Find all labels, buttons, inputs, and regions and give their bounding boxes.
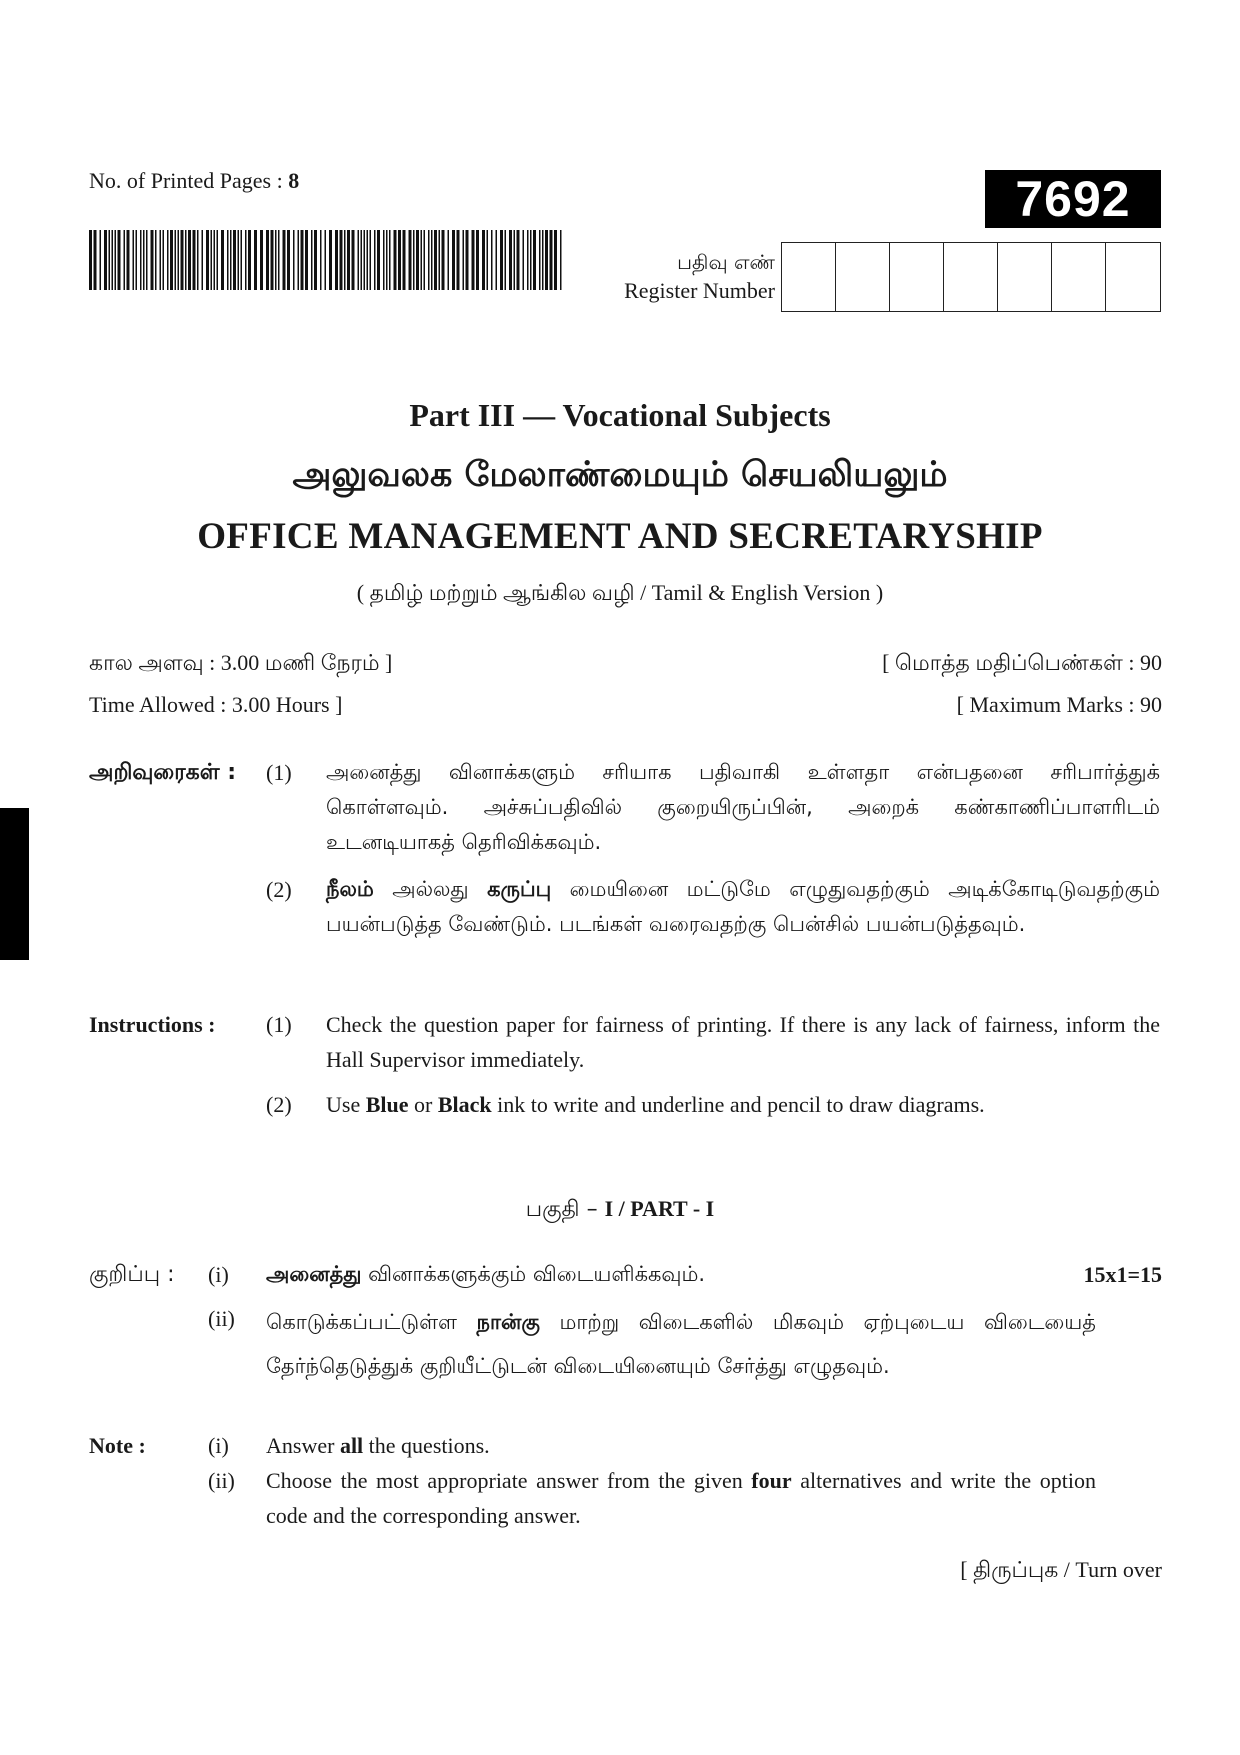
note-text-part: Choose the most appropriate answer from the given bbox=[266, 1468, 752, 1493]
instruction-english-1: Check the question paper for fairness of printing. If there is any lack of fairness, inform the Hall Supervisor immediately. bbox=[326, 1012, 1160, 1072]
note-text-part: alternatives and write the option code and the corresponding answer. bbox=[266, 1468, 1096, 1528]
instruction-english-2 bbox=[326, 1087, 1160, 1122]
instruction-text-part: அல்லது bbox=[373, 877, 488, 901]
subject-title-tamil: அலுவலக மேலாண்மையும் செயலியலும் bbox=[292, 455, 948, 495]
barcode-image bbox=[89, 230, 563, 290]
note-number: (ii) bbox=[208, 1468, 235, 1493]
note-text-part: Answer bbox=[266, 1433, 340, 1458]
register-digit-box[interactable] bbox=[836, 243, 890, 311]
register-label-english: Register Number bbox=[624, 278, 775, 303]
register-digit-box[interactable] bbox=[1052, 243, 1106, 311]
ink-black: Black bbox=[437, 1092, 492, 1117]
note-emphasis: all bbox=[339, 1433, 364, 1458]
part-title: Part III — Vocational Subjects bbox=[409, 397, 831, 433]
note-tamil-1 bbox=[266, 1257, 1026, 1292]
ink-blue-tamil: நீலம் bbox=[326, 877, 374, 901]
instruction-text-part: மையினை மட்டுமே எழுதுவதற்கும் அடிக்கோடிடுவதற்கும் பயன்படுத்த வேண்டும். படங்கள் வரைவதற்கு பென்சில் பயன்படுத்தவும். bbox=[326, 877, 1160, 936]
note-emphasis: four bbox=[751, 1468, 792, 1493]
note-number: (i) bbox=[208, 1433, 229, 1458]
printed-pages-label: No. of Printed Pages : bbox=[89, 168, 289, 193]
instruction-text-part: or bbox=[408, 1092, 438, 1117]
note-number: (ii) bbox=[208, 1306, 235, 1331]
instruction-number: (2) bbox=[266, 877, 292, 902]
part-heading-english: I / PART - I bbox=[604, 1196, 715, 1221]
paper-code: 7692 bbox=[985, 170, 1161, 228]
instruction-tamil-1: அனைத்து வினாக்களும் சரியாக பதிவாகி உள்ளதா என்பதனை சரிபார்த்துக் கொள்ளவும். அச்சுப்பதிவில் குறையிருப்பின், அறைக் கண்காணிப்பாளரிடம் உடனடியாகத் தெரிவிக்கவும். bbox=[326, 760, 1160, 854]
note-tamil-2 bbox=[266, 1300, 1096, 1388]
register-number-boxes[interactable] bbox=[781, 242, 1161, 312]
instruction-text-part: Use bbox=[326, 1092, 366, 1117]
note-number: (i) bbox=[208, 1262, 229, 1287]
note-label-english: Note : bbox=[89, 1433, 146, 1458]
note-english-2 bbox=[266, 1463, 1096, 1533]
part-heading bbox=[0, 1196, 1240, 1225]
marks-scheme: 15x1=15 bbox=[1083, 1262, 1162, 1287]
ink-blue: Blue bbox=[365, 1092, 409, 1117]
printed-pages-value: 8 bbox=[288, 168, 300, 193]
note-emphasis: நான்கு bbox=[476, 1310, 540, 1334]
note-text-part: கொடுக்கப்பட்டுள்ள bbox=[266, 1310, 477, 1334]
ink-black-tamil: கருப்பு bbox=[487, 877, 552, 901]
instruction-number: (2) bbox=[266, 1092, 292, 1117]
register-digit-box[interactable] bbox=[890, 243, 944, 311]
time-allowed-english: Time Allowed : 3.00 Hours ] bbox=[89, 692, 343, 717]
time-allowed-tamil: கால அளவு : 3.00 மணி நேரம் ] bbox=[89, 650, 393, 675]
part-heading-tamil: பகுதி – bbox=[525, 1197, 605, 1222]
side-registration-mark bbox=[0, 808, 29, 960]
register-digit-box[interactable] bbox=[782, 243, 836, 311]
instruction-text-part: ink to write and underline and pencil to draw diagrams. bbox=[491, 1092, 985, 1117]
note-label-tamil: குறிப்பு : bbox=[89, 1262, 175, 1287]
instruction-number: (1) bbox=[266, 1012, 292, 1037]
register-label-tamil: பதிவு எண் bbox=[677, 250, 775, 274]
turn-over: [ திருப்புக / Turn over bbox=[960, 1557, 1162, 1582]
note-text-part: மாற்று விடைகளில் மிகவும் ஏற்புடைய விடையைத் தேர்ந்தெடுத்துக் குறியீட்டுடன் விடையினையும் சேர்த்து எழுதவும். bbox=[266, 1310, 1096, 1378]
subject-title-english: OFFICE MANAGEMENT AND SECRETARYSHIP bbox=[197, 516, 1043, 557]
register-digit-box[interactable] bbox=[998, 243, 1052, 311]
instructions-label-english: Instructions : bbox=[89, 1012, 216, 1037]
note-text-part: வினாக்களுக்கும் விடையளிக்கவும். bbox=[361, 1262, 706, 1286]
version-note: ( தமிழ் மற்றும் ஆங்கில வழி / Tamil & English Version ) bbox=[356, 580, 884, 605]
register-digit-box[interactable] bbox=[944, 243, 998, 311]
instruction-tamil-2 bbox=[326, 872, 1160, 942]
instructions-label-tamil: அறிவுரைகள் : bbox=[89, 760, 236, 785]
max-marks-tamil: [ மொத்த மதிப்பெண்கள் : 90 bbox=[882, 650, 1162, 675]
printed-pages bbox=[89, 168, 299, 194]
max-marks-english: [ Maximum Marks : 90 bbox=[956, 692, 1162, 717]
instruction-number: (1) bbox=[266, 760, 292, 785]
note-emphasis: அனைத்து bbox=[266, 1262, 362, 1286]
register-digit-box[interactable] bbox=[1106, 243, 1160, 311]
note-text-part: the questions. bbox=[363, 1433, 490, 1458]
note-english-1 bbox=[266, 1428, 1096, 1463]
